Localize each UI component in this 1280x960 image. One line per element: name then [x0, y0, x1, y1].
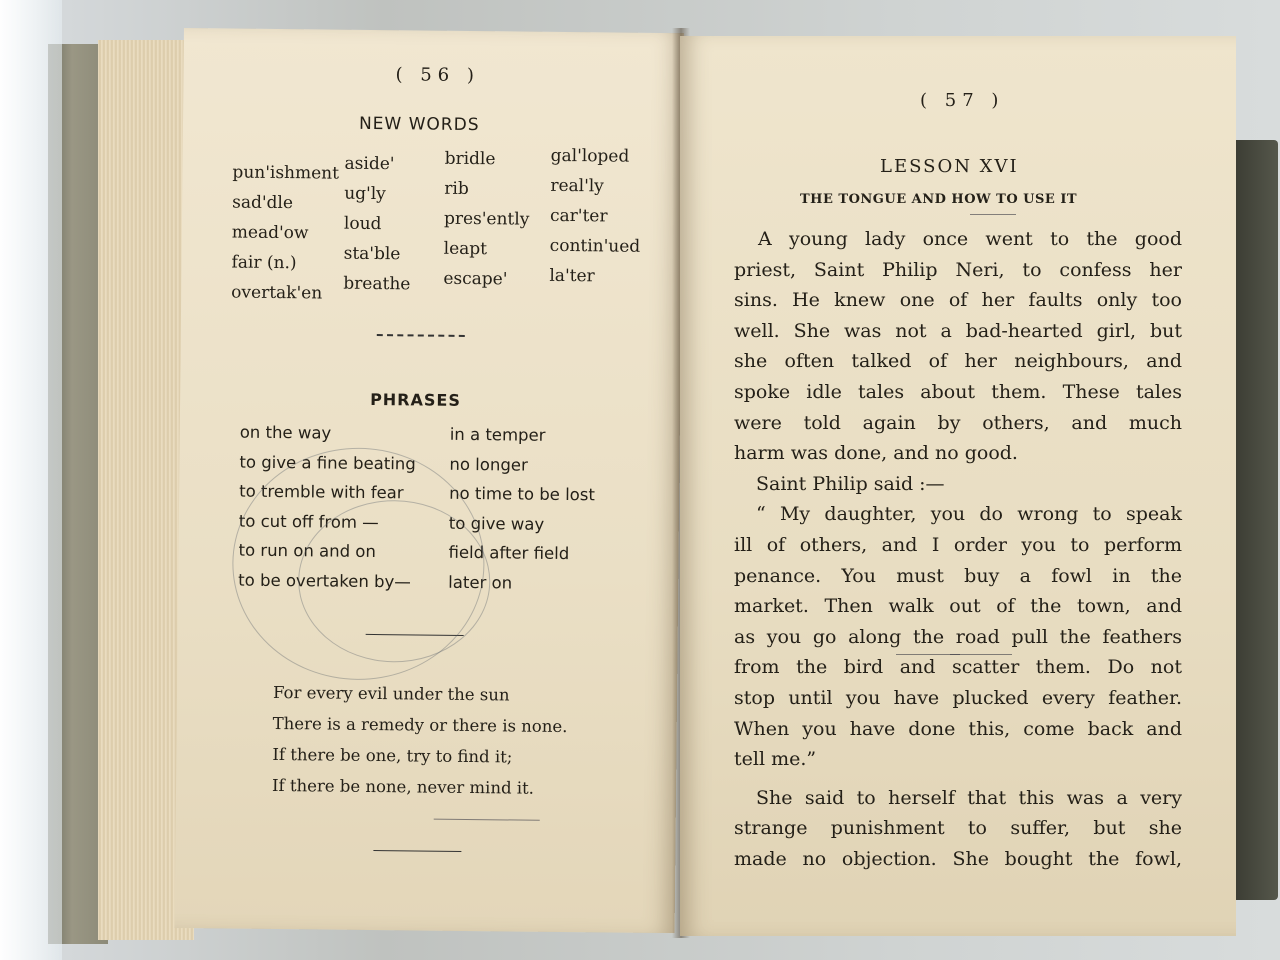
- phrase: no longer: [449, 454, 528, 475]
- word: breathe: [343, 273, 411, 295]
- word: sad'dle: [232, 192, 294, 214]
- word: la'ter: [549, 265, 595, 287]
- word-column: [231, 163, 339, 314]
- poem-line: There is a remedy or there is none.: [272, 713, 568, 737]
- text-line: A young lady once went to the good: [758, 228, 1182, 250]
- word: ug'ly: [344, 183, 386, 205]
- section-divider: [377, 334, 465, 337]
- text-line: harm was done, and no good.: [734, 442, 1018, 465]
- lesson-subtitle: THE TONGUE AND HOW TO USE IT: [800, 192, 1078, 207]
- lesson-text: [734, 224, 1182, 874]
- phrase: to run on and on: [238, 540, 377, 562]
- text-line: market. Then walk out of the town, and: [734, 595, 1182, 618]
- page-number: ( 56 ): [395, 64, 481, 87]
- word-column: [343, 154, 412, 305]
- pencil-underline: [434, 819, 540, 821]
- phrase: to tremble with fear: [239, 481, 404, 503]
- poem-line: If there be none, never mind it.: [271, 775, 535, 798]
- word: pun'ishment: [232, 162, 340, 184]
- text-line: ill of others, and I order you to perform: [734, 533, 1182, 556]
- text-line: When you have done this, come back and: [734, 717, 1182, 740]
- text-line: well. She was not a bad-hearted girl, but: [734, 319, 1182, 342]
- pencil-underline: [970, 214, 1016, 215]
- phrase: no time to be lost: [449, 483, 595, 505]
- right-page: [680, 36, 1236, 936]
- text-line: strange punishment to suffer, but she: [734, 817, 1182, 840]
- text-line: as you go along the road pull the feathers: [734, 625, 1182, 648]
- new-words-heading: NEW WORDS: [358, 113, 480, 136]
- phrase: on the way: [239, 422, 332, 443]
- word: contin'ued: [549, 235, 641, 257]
- text-line: spoke idle tales about them. These tales: [734, 380, 1182, 403]
- left-page: [175, 28, 684, 933]
- text-line: penance. You must buy a fowl in the: [734, 564, 1182, 587]
- word: aside': [344, 153, 395, 175]
- poem-line: If there be one, try to find it;: [272, 744, 513, 767]
- word: overtak'en: [231, 282, 323, 304]
- word: pres'ently: [443, 208, 530, 230]
- phrase: to cut off from —: [238, 511, 379, 532]
- text-line: she often talked of her neighbours, and: [734, 350, 1182, 373]
- page-number: ( 57 ): [920, 90, 1005, 111]
- word: car'ter: [549, 205, 608, 227]
- text-line: were told again by others, and much: [734, 411, 1182, 434]
- word: gal'loped: [550, 145, 630, 167]
- pencil-scribble: [297, 499, 491, 663]
- text-line: “ My daughter, you do wrong to speak: [756, 503, 1182, 526]
- word: sta'ble: [343, 243, 401, 265]
- phrase: field after field: [448, 543, 570, 564]
- text-line: made no objection. She bought the fowl,: [734, 847, 1182, 870]
- word: leapt: [443, 238, 488, 260]
- lesson-title: LESSON XVI: [880, 156, 1019, 177]
- poem-line: For every evil under the sun: [272, 682, 510, 705]
- word: escape': [443, 268, 508, 290]
- word: rib: [444, 178, 469, 199]
- poem: [272, 683, 568, 810]
- word: loud: [343, 213, 382, 235]
- phrases-heading: PHRASES: [370, 389, 462, 410]
- word: fair (n.): [231, 252, 297, 274]
- text-line: from the bird and scatter them. Do not: [734, 656, 1182, 679]
- text-line: tell me.”: [734, 748, 817, 771]
- word: real'ly: [550, 175, 604, 197]
- phrase: to be overtaken by—: [238, 570, 411, 592]
- text-line: stop until you have plucked every feather.: [734, 686, 1182, 709]
- word-column: [549, 146, 641, 297]
- text-line: priest, Saint Philip Neri, to confess her: [734, 258, 1182, 281]
- word: mead'ow: [231, 222, 309, 244]
- word-column: [443, 149, 530, 300]
- text-line: sins. He knew one of her faults only too: [734, 289, 1182, 312]
- end-rule: [373, 850, 461, 852]
- word: bridle: [444, 148, 496, 170]
- text-line: Saint Philip said :—: [756, 472, 945, 495]
- book-cover-right: [1232, 140, 1278, 900]
- new-words-list: [231, 147, 663, 311]
- pencil-underline: [950, 654, 1012, 655]
- glass-reflection: [0, 0, 62, 960]
- phrase: to give a fine beating: [239, 452, 416, 474]
- phrase: later on: [448, 572, 513, 593]
- phrase: in a temper: [449, 424, 546, 445]
- text-line: She said to herself that this was a very: [756, 786, 1182, 809]
- phrase: to give way: [448, 513, 545, 534]
